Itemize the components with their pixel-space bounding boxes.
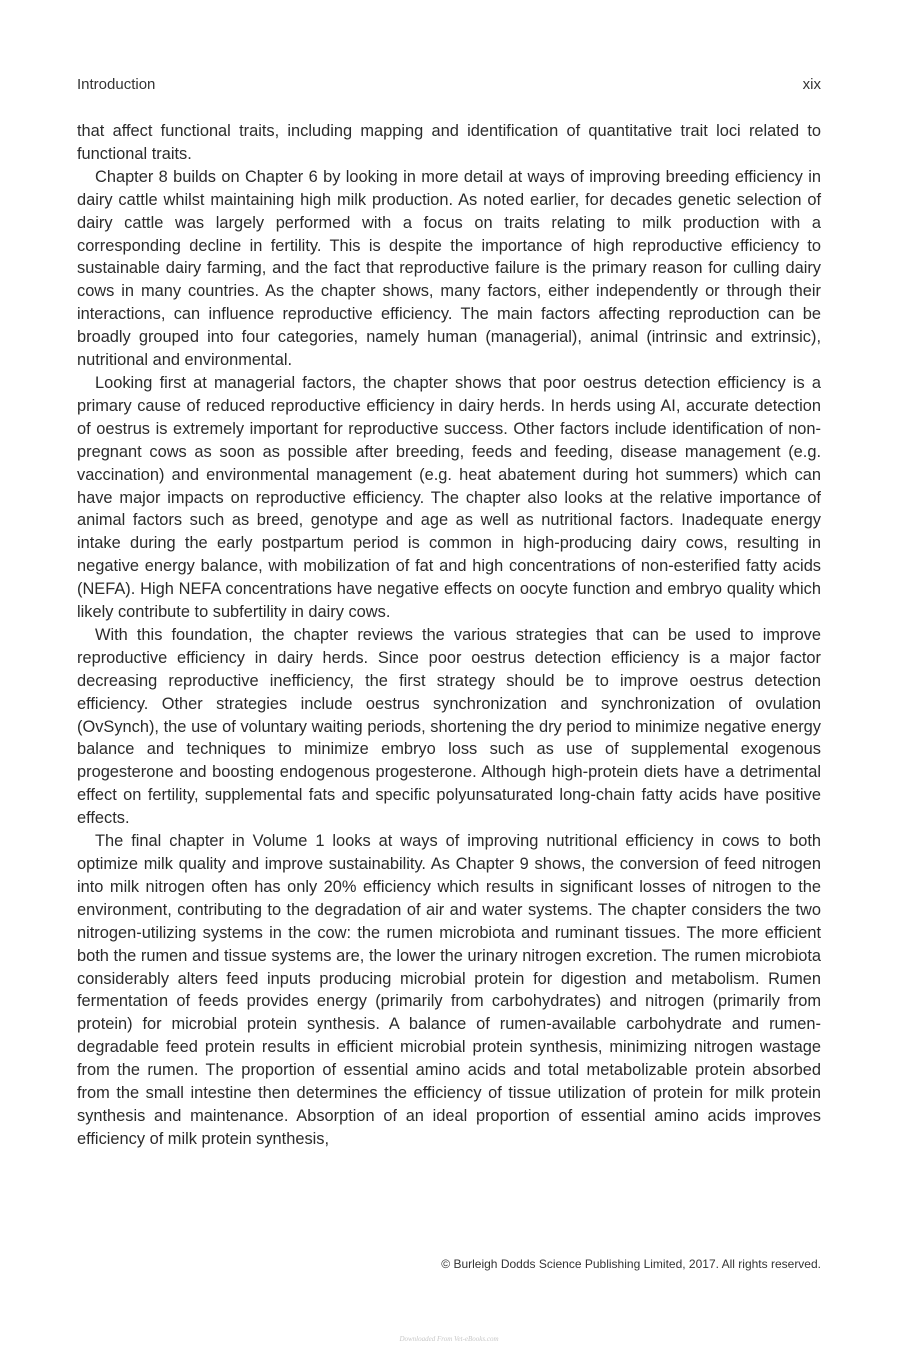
header-page-number: xix xyxy=(802,76,821,93)
header-section-title: Introduction xyxy=(77,76,156,93)
body-text xyxy=(77,120,821,1151)
paragraph: Looking first at managerial factors, the chapter shows that poor oestrus detection efficiency is a primary cause of reduced reproductive efficiency in dairy herds. In herds using AI, accurate detection of oestrus is extremely important for reproductive success. Other factors include identification of non-pregnant cows as soon as possible after breeding, feeds and feeding, disease management (e.g. vaccination) and environmental management (e.g. heat abatement during hot summers) which can have major impacts on reproductive efficiency. The chapter also looks at the relative importance of animal factors such as breed, genotype and age as well as nutritional factors. Inadequate energy intake during the early postpartum period is common in high-producing dairy cows, resulting in negative energy balance, with mobilization of fat and high concentrations of non-esterified fatty acids (NEFA). High NEFA concentrations have negative effects on oocyte function and embryo quality which likely contribute to subfertility in dairy cows. xyxy=(77,373,821,622)
paragraph: The final chapter in Volume 1 looks at ways of improving nutritional efficiency in cows to both optimize milk quality and improve sustainability. As Chapter 9 shows, the conversion of feed nitrogen into milk nitrogen often has only 20% efficiency which results in significant losses of nitrogen to the environment, contributing to the degradation of air and water systems. The chapter considers the two nitrogen-utilizing systems in the cow: the rumen microbiota and ruminant tissues. The more efficient both the rumen and tissue systems are, the lower the urinary nitrogen excretion. The rumen microbiota considerably alters feed inputs producing microbial protein for digestion and metabolism. Rumen fermentation of feeds provides energy (primarily from carbohydrates) and nitrogen (primarily from protein) for microbial protein synthesis. A balance of rumen-available carbohydrate and rumen-degradable feed protein results in efficient microbial protein synthesis, minimizing nitrogen wastage from the rumen. The proportion of essential amino acids and total metabolizable protein absorbed from the small intestine then determines the efficiency of tissue utilization of protein for milk protein synthesis and maintenance. Absorption of an ideal proportion of essential amino acids improves efficiency of milk protein synthesis, xyxy=(77,832,821,1148)
paragraph: With this foundation, the chapter reviews the various strategies that can be used to improve reproductive efficiency in dairy herds. Since poor oestrus detection efficiency is a major factor decreasing reproductive inefficiency, the first strategy should be to improve oestrus detection efficiency. Other strategies include oestrus synchronization and synchronization of ovulation (OvSynch), the use of voluntary waiting periods, shortening the dry period to minimize negative energy balance and techniques to minimize embryo loss such as use of supplemental exogenous progesterone and boosting endogenous progesterone. Although high-protein diets have a detrimental effect on fertility, supplemental fats and specific polyunsaturated long-chain fatty acids have positive effects. xyxy=(77,625,821,828)
copyright-notice: © Burleigh Dodds Science Publishing Limited, 2017. All rights reserved. xyxy=(441,1257,821,1271)
paragraph: Chapter 8 builds on Chapter 6 by looking in more detail at ways of improving breeding efficiency in dairy cattle whilst maintaining high milk production. As noted earlier, for decades genetic selection of dairy cattle was largely performed with a focus on traits relating to milk production with a corresponding decline in fertility. This is despite the importance of high reproductive efficiency to sustainable dairy farming, and the fact that reproductive failure is the primary reason for culling dairy cows in many countries. As the chapter shows, many factors, either independently or through their interactions, can influence reproductive efficiency. The main factors affecting reproduction can be broadly grouped into four categories, namely human (managerial), animal (intrinsic and extrinsic), nutritional and environmental. xyxy=(77,167,821,370)
download-watermark: Downloaded From Vet-eBooks.com xyxy=(399,1335,499,1343)
running-header xyxy=(77,76,821,93)
paragraph: that affect functional traits, including mapping and identification of quantitative trait loci related to functional traits. xyxy=(77,122,821,163)
